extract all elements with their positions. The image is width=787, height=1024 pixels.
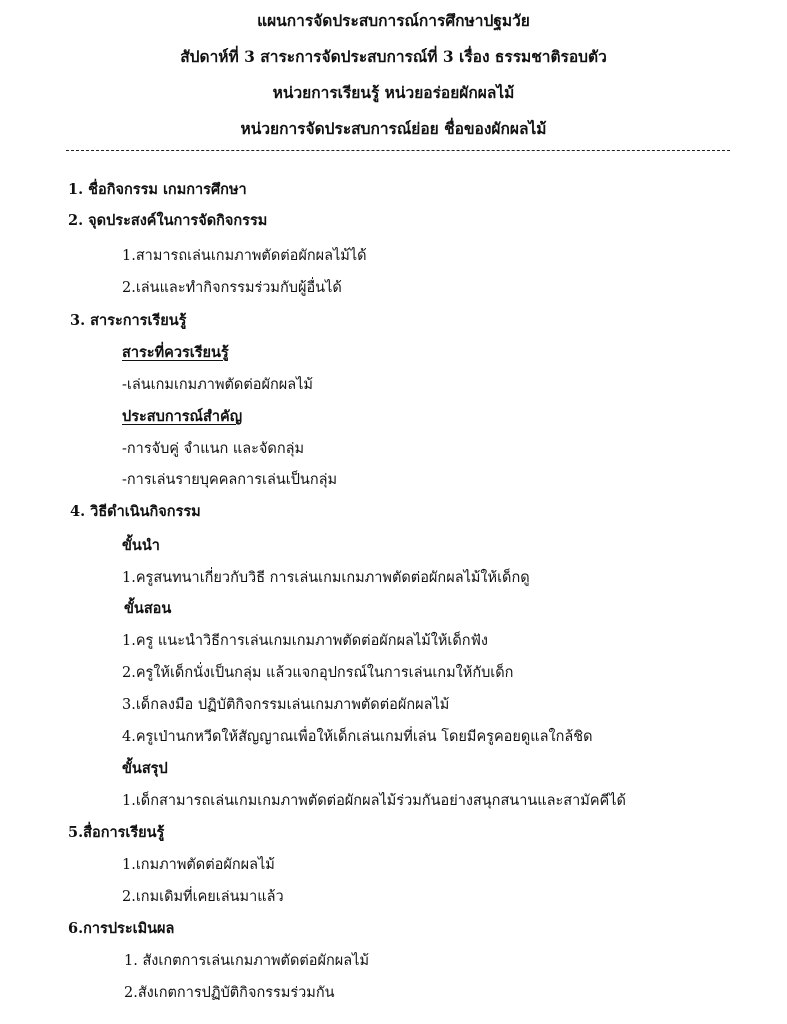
section-media-heading: 5.สื่อการเรียนรู้: [68, 824, 165, 841]
step-teach-item: 1.ครู แนะนำวิธีการเล่นเกมเกมภาพตัดต่อผักผลไม้ให้เด็กฟัง: [122, 633, 488, 649]
dashed-separator: [66, 150, 730, 151]
objective-item: 1.สามารถเล่นเกมภาพตัดต่อผักผลไม้ได้: [122, 248, 367, 264]
step-summary-label: ขั้นสรุป: [122, 760, 168, 777]
section-objectives-heading: 2. จุดประสงค์ในการจัดกิจกรรม: [68, 212, 268, 229]
objective-item: 2.เล่นและทำกิจกรรมร่วมกับผู้อื่นได้: [122, 280, 342, 296]
step-summary-item: 1.เด็กสามารถเล่นเกมเกมภาพตัดต่อผักผลไม้ร่วมกันอย่างสนุกสนานและสามัคคีได้: [122, 793, 626, 809]
step-intro-item: 1.ครูสนทนาเกี่ยวกับวิธี การเล่นเกมเกมภาพตัดต่อผักผลไม้ให้เด็กดู: [122, 570, 530, 586]
section-learning-heading: 3. สาระการเรียนรู้: [70, 312, 187, 329]
step-teach-item: 3.เด็กลงมือ ปฏิบัติกิจกรรมเล่นเกมภาพตัดต่อผักผลไม้: [122, 697, 450, 713]
step-intro-label: ขั้นนำ: [122, 537, 160, 554]
section-activity-name: 1. ชื่อกิจกรรม เกมการศึกษา: [68, 181, 247, 198]
key-experience-item: -การเล่นรายบุคคลการเล่นเป็นกลุ่ม: [122, 472, 338, 488]
step-teach-item: 4.ครูเป่านกหวีดให้สัญญาณเพื่อให้เด็กเล่นเกมที่เล่น โดยมีครูคอยดูแลใกล้ชิด: [122, 729, 593, 745]
doc-title: แผนการจัดประสบการณ์การศึกษาปฐมวัย: [257, 11, 530, 30]
learning-content-subheading: สาระที่ควรเรียนรู้: [122, 344, 229, 361]
media-item: 2.เกมเดิมที่เคยเล่นมาแล้ว: [122, 889, 284, 905]
section-evaluation-heading: 6.การประเมินผล: [68, 920, 175, 937]
evaluation-item: 1. สังเกตการเล่นเกมภาพตัดต่อผักผลไม้: [124, 953, 370, 969]
key-experience-subheading: ประสบการณ์สำคัญ: [122, 408, 243, 425]
week-subtitle: สัปดาห์ที่ 3 สาระการจัดประสบการณ์ที่ 3 เรื่อง ธรรมชาติรอบตัว: [180, 47, 607, 66]
section-procedure-heading: 4. วิธีดำเนินกิจกรรม: [70, 503, 201, 520]
learning-content-item: -เล่นเกมเกมภาพตัดต่อผักผลไม้: [122, 377, 313, 393]
subunit-title: หน่วยการจัดประสบการณ์ย่อย ชื่อของผักผลไม้: [240, 119, 547, 138]
unit-title: หน่วยการเรียนรู้ หน่วยอร่อยผักผลไม้: [272, 83, 515, 102]
step-teach-item: 2.ครูให้เด็กนั่งเป็นกลุ่ม แล้วแจกอุปกรณ์ในการเล่นเกมให้กับเด็ก: [122, 665, 514, 681]
step-teach-label: ขั้นสอน: [124, 600, 172, 617]
evaluation-item: 2.สังเกตการปฏิบัติกิจกรรมร่วมกัน: [124, 985, 335, 1001]
media-item: 1.เกมภาพตัดต่อผักผลไม้: [122, 857, 275, 873]
key-experience-item: -การจับคู่ จำแนก และจัดกลุ่ม: [122, 441, 305, 457]
